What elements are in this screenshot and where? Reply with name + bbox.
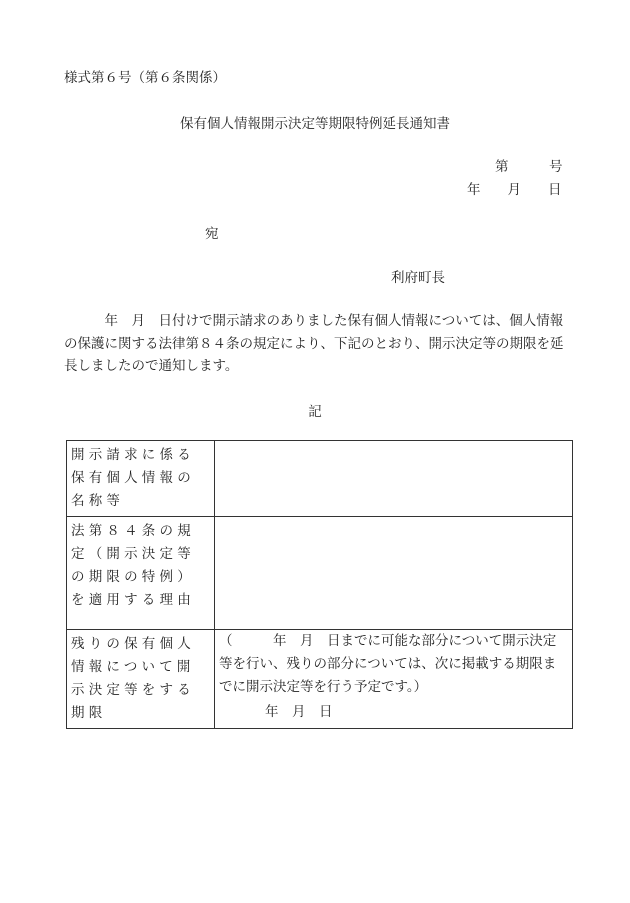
row-label-reason: 法第８４条の規定（開示決定等の期限の特例）を適用する理由	[67, 517, 215, 630]
deadline-note: （ 年 月 日までに可能な部分について開示決定等を行い、残りの部分については、次に掲載する期限までに開示決定等を行う予定です。）	[219, 633, 557, 695]
table-row	[67, 630, 573, 729]
info-table	[66, 440, 573, 729]
row-label-deadline: 残りの保有個人情報について開示決定等をする期限	[67, 630, 215, 729]
reference-number: 第 号	[495, 159, 563, 175]
document-title: 保有個人情報開示決定等期限特例延長通知書	[180, 116, 450, 132]
sender-name: 利府町長	[391, 270, 445, 286]
reference-date: 年 月 日	[467, 182, 562, 198]
note-mark: 記	[308, 404, 322, 420]
row-value-info-name	[215, 441, 573, 517]
table-row	[67, 441, 573, 517]
row-value-deadline	[215, 630, 573, 729]
body-paragraph	[64, 310, 570, 378]
form-number: 様式第６号（第６条関係）	[64, 70, 226, 86]
table-row	[67, 517, 573, 630]
row-value-reason	[215, 517, 573, 630]
row-label-info-name: 開示請求に係る保有個人情報の名称等	[67, 441, 215, 517]
addressee: 宛	[205, 226, 219, 242]
body-paragraph-text: 年 月 日付けで開示請求のありました保有個人情報については、個人情報の保護に関する法律第８４条の規定により、下記のとおり、開示決定等の期限を延長しましたので通知します。	[64, 313, 564, 374]
deadline-date: 年 月 日	[265, 704, 333, 720]
